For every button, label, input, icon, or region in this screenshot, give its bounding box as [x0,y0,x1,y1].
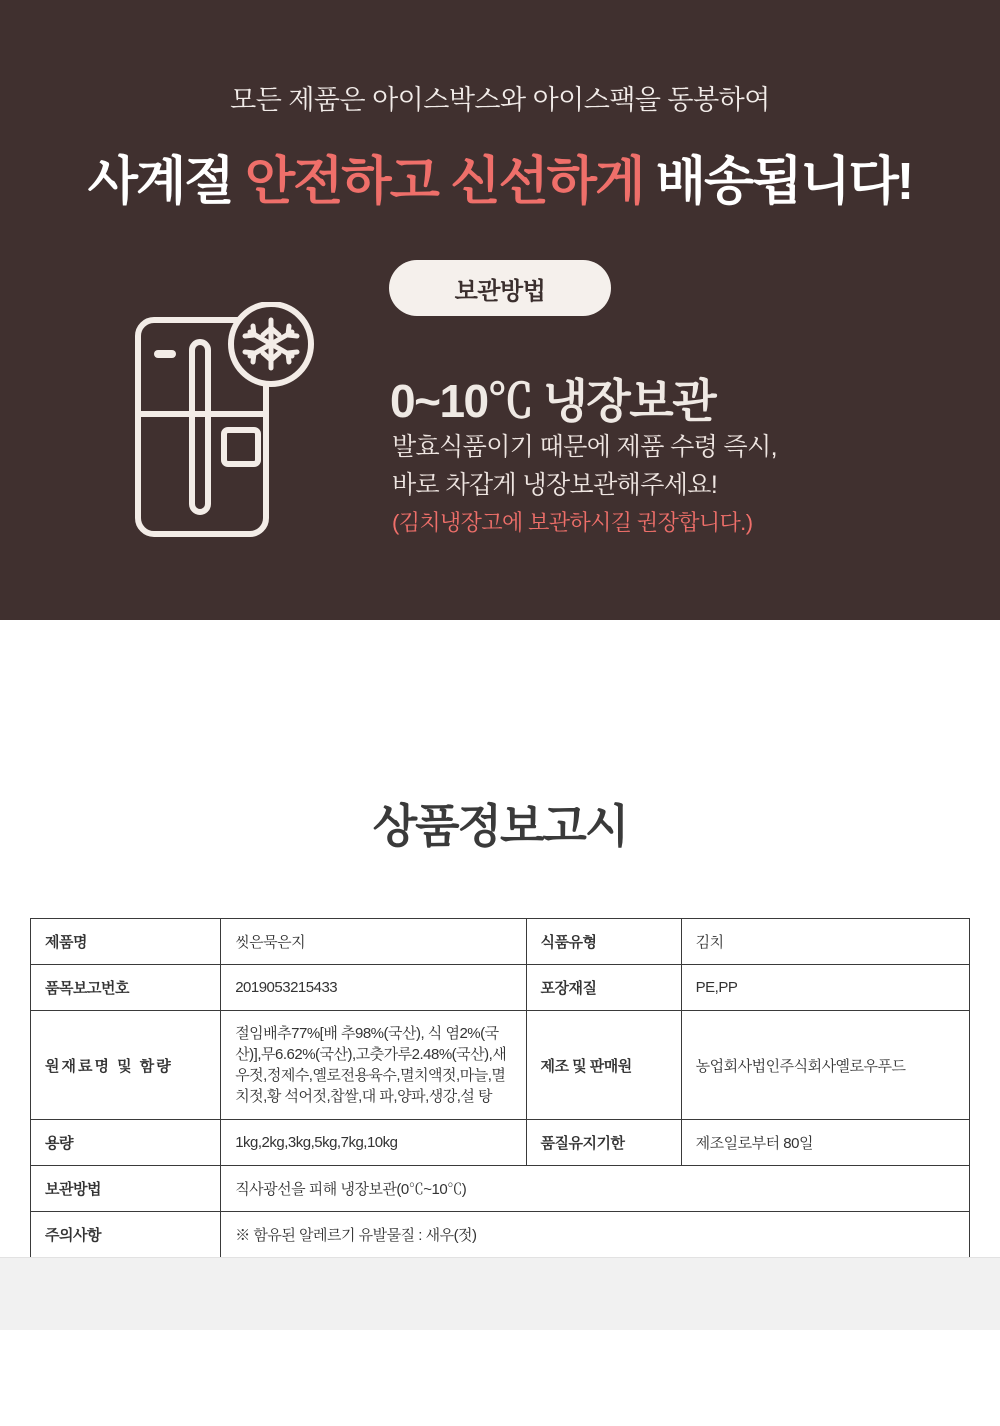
row-label-food-type: 식품유형 [526,919,681,965]
row-value-packaging: PE,PP [681,965,969,1011]
storage-description-note: (김치냉장고에 보관하시길 권장합니다.) [392,510,753,535]
row-label-caution: 주의사항 [31,1212,221,1258]
storage-temperature: 0~10℃ 냉장보관 [390,375,716,427]
table-row [31,965,970,1011]
hero-title-post: 배송됩니다! [643,153,913,211]
row-value-shelf-life: 제조일로부터 80일 [681,1120,969,1166]
row-label-shelf-life: 품질유지기한 [526,1120,681,1166]
table-row [31,919,970,965]
table-row [31,1011,970,1120]
table-row [31,1166,970,1212]
row-label-storage: 보관방법 [31,1166,221,1212]
row-value-product-name: 씻은묵은지 [221,919,526,965]
hero-title-pre: 사계절 [87,153,245,211]
row-label-manufacturer: 제조 및 판매원 [526,1011,681,1120]
product-info-table [30,918,970,1258]
storage-method-block [0,260,1000,600]
row-value-ingredients: 절임배추77%[배 추98%(국산), 식 염2%(국산)],무6.62%(국산),고춧가루2.48%(국산),새우젓,정제수,옐로전용육수,멸치액젓,마늘,멸치젓,황 석어젓,찹쌀,대 파,양파,생강,설 탕 [221,1011,526,1120]
hero-title-accent: 안전하고 신선하게 [244,153,644,211]
row-label-capacity: 용량 [31,1120,221,1166]
row-value-storage: 직사광선을 피해 냉장보관(0℃~10℃) [221,1166,970,1212]
hero-title [0,139,1000,214]
storage-description-line2: 바로 차갑게 냉장보관해주세요! [392,471,718,499]
row-label-ingredients: 원재료명 및 함량 [31,1011,221,1120]
storage-description-line1: 발효식품이기 때문에 제품 수령 즉시, [392,433,777,461]
storage-method-pill: 보관방법 [389,260,611,316]
table-row [31,1212,970,1258]
row-value-food-type: 김치 [681,919,969,965]
storage-description [392,428,777,542]
footer-divider [0,1257,1000,1330]
product-info-section [0,658,1000,1330]
page-title: 상품정보고시 [372,800,628,853]
row-value-capacity: 1kg,2kg,3kg,5kg,7kg,10kg [221,1120,526,1166]
row-value-manufacturer: 농업회사법인주식회사옐로우푸드 [681,1011,969,1120]
shipping-hero-banner [0,0,1000,620]
row-label-report-number: 품목보고번호 [31,965,221,1011]
hero-subtitle: 모든 제품은 아이스박스와 아이스팩을 동봉하여 [230,85,770,115]
row-label-product-name: 제품명 [31,919,221,965]
row-label-packaging: 포장재질 [526,965,681,1011]
row-value-report-number: 2019053215433 [221,965,526,1011]
table-row [31,1120,970,1166]
row-value-caution: ※ 함유된 알레르기 유발물질 : 새우(젓) [221,1212,970,1258]
refrigerator-icon [130,302,350,552]
